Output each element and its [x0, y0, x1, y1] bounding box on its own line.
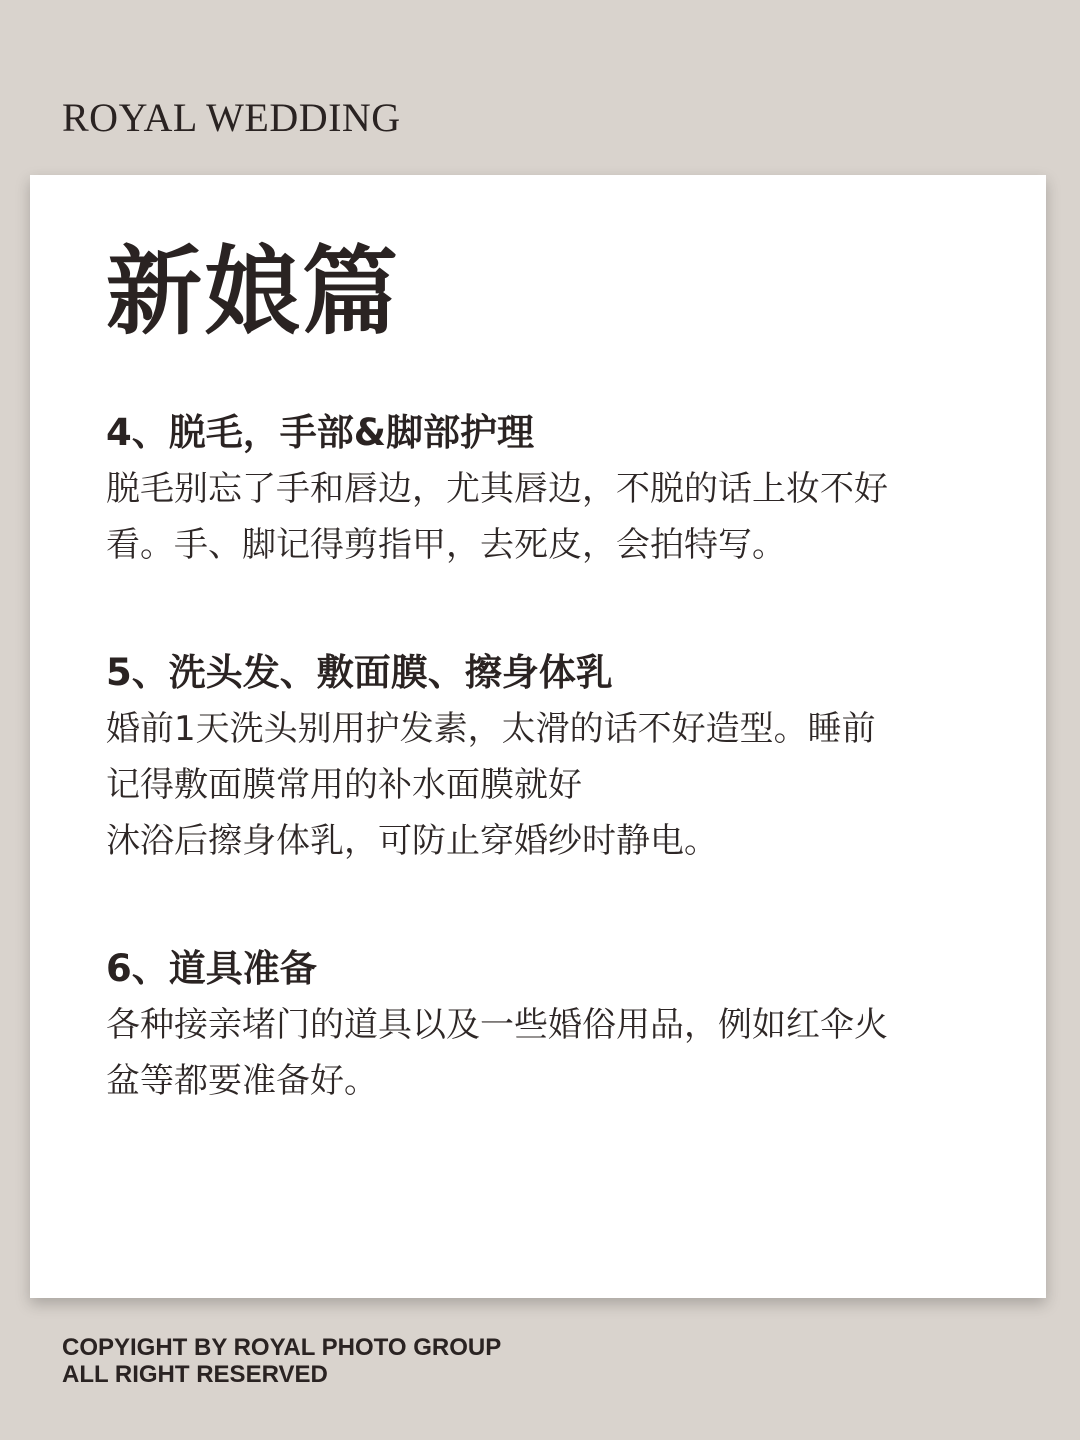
- section-body: [106, 701, 986, 869]
- section-heading: 5、洗头发、敷面膜、擦身体乳: [106, 651, 613, 694]
- section-text-line: 各种接亲堵门的道具以及一些婚俗用品，例如红伞火: [106, 1005, 888, 1045]
- rights-line: ALL RIGHT RESERVED: [62, 1361, 328, 1388]
- content-card: [30, 175, 1046, 1298]
- section-text-line: 盆等都要准备好。: [106, 1061, 378, 1101]
- section-text-line: 婚前1天洗头别用护发素，太滑的话不好造型。睡前: [106, 709, 876, 749]
- section-text-line: 记得敷面膜常用的补水面膜就好: [106, 765, 582, 805]
- copyright-footer: [62, 1334, 501, 1388]
- section-text-line: 脱毛别忘了手和唇边，尤其唇边，不脱的话上妆不好: [106, 469, 888, 509]
- section-heading: 4、脱毛，手部&脚部护理: [106, 411, 535, 454]
- copyright-line: COPYIGHT BY ROYAL PHOTO GROUP: [62, 1334, 502, 1361]
- brand-name: ROYAL WEDDING: [62, 95, 401, 140]
- section-heading: 6、道具准备: [106, 947, 317, 990]
- section-props: [106, 941, 986, 1109]
- section-text-line: 沐浴后擦身体乳，可防止穿婚纱时静电。: [106, 821, 718, 861]
- page-title: 新娘篇: [106, 236, 400, 348]
- section-body: [106, 997, 986, 1109]
- section-text-line: 看。手、脚记得剪指甲，去死皮，会拍特写。: [106, 525, 786, 565]
- section-hair-removal: [106, 405, 986, 573]
- section-body: [106, 461, 986, 573]
- section-hair-mask-lotion: [106, 645, 986, 869]
